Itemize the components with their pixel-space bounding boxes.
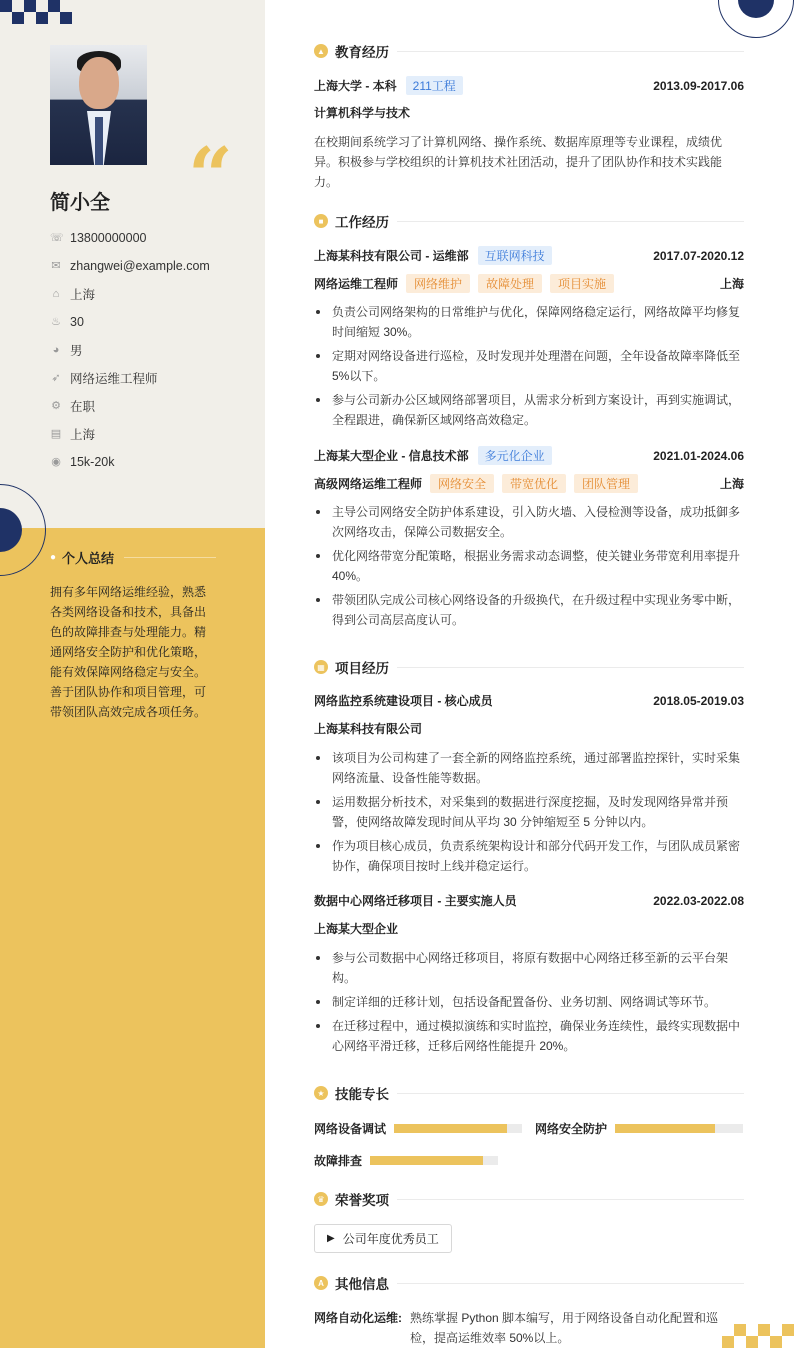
list-item: 优化网络带宽分配策略，根据业务需求动态调整，使关键业务带宽利用率提升40%。 (314, 546, 744, 586)
location: 上海 (719, 477, 744, 491)
summary-text: 拥有多年网络运维经验，熟悉各类网络设备和技术，具备出色的故障排查与处理能力。精通网络安全防护和优化策略，能有效保障网络稳定与安全。善于团队协作和项目管理，可带领团队高效完成各项任务。 (50, 585, 207, 719)
info-city: ⌂ 上海 (50, 280, 250, 308)
date: 2017.07-2020.12 (653, 248, 744, 263)
info-phone: ☏ 13800000000 (50, 231, 147, 245)
info-status: ⚙ 在职 (51, 400, 96, 414)
education-desc: 在校期间系统学习了计算机网络、操作系统、数据库原理等专业课程，成绩优异。积极参与学校组织的计算机技术社团活动，提升了团队协作和技术实践能力。 (314, 135, 723, 189)
summary-heading: ● 个人总结 (50, 548, 216, 567)
sidebar (0, 0, 265, 1348)
divider (397, 667, 744, 668)
job-header: 上海某大型企业 - 信息技术部 多元化企业 2021.01-2024.06 (314, 446, 744, 465)
award-item: ▶ 公司年度优秀员工 (314, 1224, 452, 1253)
info-gender: ◕ 男 (50, 336, 250, 364)
skill-bar-fill (615, 1124, 715, 1133)
skill-bar-fill (394, 1124, 507, 1133)
list-item: 参与公司新办公区域网络部署项目，从需求分析到方案设计，再到实施调试，全程跟进，确保新区域网络高效稳定。 (314, 390, 744, 430)
briefcase-icon: ■ (314, 214, 328, 228)
thumb-icon: ★ (314, 1086, 328, 1100)
industry-tag: 互联网科技 (478, 246, 552, 265)
divider (397, 221, 744, 222)
project-company: 上海某大型企业 (314, 922, 399, 936)
project-bullets (314, 748, 744, 880)
divider (397, 51, 744, 52)
skill-bar-fill (370, 1156, 483, 1165)
phone-icon: ☏ (50, 232, 64, 244)
cake-icon: ♨ (51, 316, 61, 328)
list-item: 制定详细的迁移计划，包括设备配置备份、业务切割、网络调试等环节。 (314, 992, 744, 1012)
skill-item: 网络安全防护 (535, 1120, 743, 1137)
skill-tag: 故障处理 (478, 274, 542, 293)
profile-name: 简小全 (50, 192, 110, 214)
project-header: 网络监控系统建设项目 - 核心成员 2018.05-2019.03 (314, 693, 744, 708)
date: 2022.03-2022.08 (653, 893, 744, 908)
project-company: 上海某科技有限公司 (314, 722, 423, 736)
skill-tag: 团队管理 (574, 474, 638, 493)
skill-item: 网络设备调试 (314, 1120, 522, 1137)
avatar (50, 45, 147, 165)
school-tag: 211工程 (406, 76, 463, 95)
gear-icon: ⚙ (51, 400, 61, 412)
mail-icon: ✉ (51, 260, 61, 272)
section-projects: ▦ 项目经历 (314, 657, 744, 677)
education-header: 上海大学 - 本科 211工程 2013.09-2017.06 (314, 76, 744, 95)
job-bullets (314, 502, 744, 634)
industry-tag: 多元化企业 (478, 446, 552, 465)
list-item: 作为项目核心成员，负责系统架构设计和部分代码开发工作，与团队成员紧密协作，确保项目按时上线并稳定运行。 (314, 836, 744, 876)
play-icon: ▶ (327, 1233, 335, 1244)
home-icon: ⌂ (52, 288, 60, 300)
letter-a-icon: A (314, 1276, 328, 1290)
list-item: 运用数据分析技术，对采集到的数据进行深度挖掘，及时发现网络异常并预警，使网络故障发现时间从平均 30 分钟缩短至 5 分钟以内。 (314, 792, 744, 832)
job-role: 网络运维工程师 网络维护 故障处理 项目实施 上海 (314, 274, 744, 293)
checker-decoration (0, 0, 75, 24)
grid-icon: ▦ (314, 660, 328, 674)
divider (124, 557, 216, 558)
date: 2018.05-2019.03 (653, 693, 744, 708)
trophy-icon: ♛ (314, 1192, 328, 1206)
other-key: 网络自动化运维: (314, 1311, 402, 1325)
info-job-target: ➶ 网络运维工程师 (51, 372, 158, 386)
project-bullets (314, 948, 744, 1060)
quote-icon: “ (188, 131, 233, 222)
list-item: 主导公司网络安全防护体系建设，引入防火墙、入侵检测等设备，成功抵御多次网络攻击，保障公司数据安全。 (314, 502, 744, 542)
skill-tag: 网络安全 (430, 474, 494, 493)
divider (397, 1199, 744, 1200)
list-item: 定期对网络设备进行巡检，及时发现并处理潜在问题，全年设备故障率降低至5%以下。 (314, 346, 744, 386)
skill-bar (370, 1156, 498, 1165)
other-value: 熟练掌握 Python 脚本编写，用于网络设备自动化配置和巡检，提高运维效率 50%以上。 (410, 1311, 719, 1345)
skill-tag: 网络维护 (406, 274, 470, 293)
skill-tag: 项目实施 (550, 274, 614, 293)
date: 2021.01-2024.06 (653, 448, 744, 463)
info-work-city: ▤ 上海 (50, 428, 96, 442)
info-age: ♨ 30 (51, 315, 84, 329)
info-salary: ◉ 15k-20k (51, 455, 115, 469)
person-icon: ● (50, 552, 57, 563)
skill-bar (394, 1124, 522, 1133)
divider (397, 1283, 744, 1284)
date: 2013.09-2017.06 (653, 78, 744, 93)
section-awards: ♛ 荣誉奖项 (314, 1189, 744, 1209)
job-header: 上海某科技有限公司 - 运维部 互联网科技 2017.07-2020.12 (314, 246, 744, 265)
send-icon: ➶ (51, 372, 61, 384)
job-bullets (314, 302, 744, 434)
info-email: ✉ zhangwei@example.com (51, 259, 210, 273)
user-icon: ◕ (52, 344, 60, 356)
contact-info (50, 224, 250, 476)
section-skills: ★ 技能专长 (314, 1083, 744, 1103)
list-item: 参与公司数据中心网络迁移项目，将原有数据中心网络迁移至新的云平台架构。 (314, 948, 744, 988)
section-work: ■ 工作经历 (314, 211, 744, 231)
list-item: 带领团队完成公司核心网络设备的升级换代，在升级过程中实现业务零中断，得到公司高层高度认可。 (314, 590, 744, 630)
list-item: 该项目为公司构建了一套全新的网络监控系统，通过部署监控探针，实时采集网络流量、设备性能等数据。 (314, 748, 744, 788)
graduation-icon: ▲ (314, 44, 328, 58)
job-role: 高级网络运维工程师 网络安全 带宽优化 团队管理 上海 (314, 474, 744, 493)
list-item: 负责公司网络架构的日常维护与优化，保障网络稳定运行，网络故障平均修复时间缩短 30%。 (314, 302, 744, 342)
coin-icon: ◉ (51, 456, 61, 468)
location: 上海 (719, 277, 744, 291)
skill-bar (615, 1124, 743, 1133)
skill-item: 故障排查 (314, 1152, 498, 1169)
section-education: ▲ 教育经历 (314, 41, 744, 61)
divider (397, 1093, 744, 1094)
section-other: A 其他信息 (314, 1273, 744, 1293)
list-item: 在迁移过程中，通过模拟演练和实时监控，确保业务连续性，最终实现数据中心网络平滑迁移，迁移后网络性能提升 20%。 (314, 1016, 744, 1056)
other-info (314, 1308, 744, 1348)
building-icon: ▤ (50, 428, 62, 440)
project-header: 数据中心网络迁移项目 - 主要实施人员 2022.03-2022.08 (314, 893, 744, 908)
skill-tag: 带宽优化 (502, 474, 566, 493)
education-major: 计算机科学与技术 (314, 106, 411, 120)
